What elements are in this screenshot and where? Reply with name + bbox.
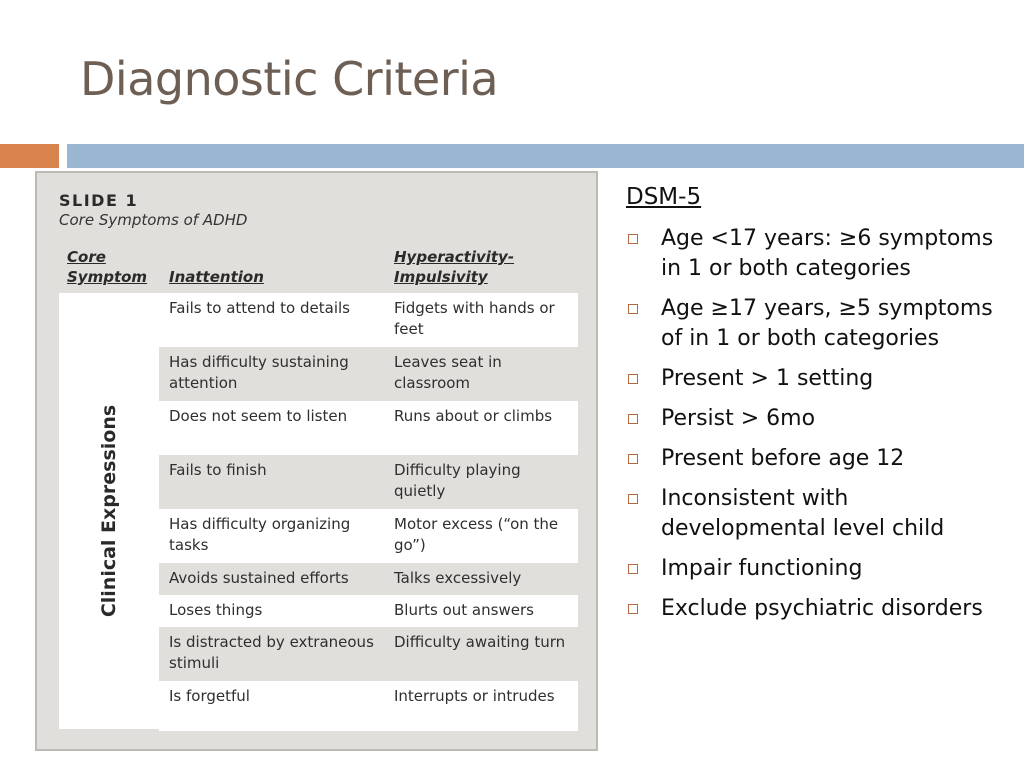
- criteria-item-text: Present before age 12: [661, 446, 905, 471]
- inattention-cell: Loses things: [169, 601, 263, 619]
- criteria-item: [626, 404, 1006, 434]
- criteria-item-text: Age ≥17 years, ≥5 symptoms of in 1 or both categories: [661, 296, 993, 351]
- hyperactivity-cell: Motor excess (“on the go”): [394, 515, 559, 554]
- inattention-cell: Has difficulty sustaining attention: [169, 353, 349, 392]
- criteria-item: [626, 554, 1006, 584]
- criteria-item-text: Age <17 years: ≥6 symptoms in 1 or both categories: [661, 226, 994, 281]
- criteria-item-text: Persist > 6mo: [661, 406, 816, 431]
- slide-title: Diagnostic Criteria: [80, 52, 499, 106]
- criteria-item: [626, 364, 1006, 394]
- criteria-item: [626, 594, 1006, 624]
- hollow-square-icon: [628, 234, 638, 244]
- hyperactivity-cell: Blurts out answers: [394, 601, 534, 619]
- column-header-core-symptom: Core Symptom: [67, 248, 148, 286]
- inattention-cell: Fails to attend to details: [169, 299, 350, 317]
- inattention-cell: Fails to finish: [169, 461, 267, 479]
- criteria-heading: DSM-5: [626, 184, 702, 210]
- inattention-cell: Is distracted by extraneous stimuli: [169, 633, 374, 672]
- hyperactivity-cell: Interrupts or intrudes: [394, 687, 555, 705]
- row-group-label-cell: [59, 293, 159, 729]
- criteria-item: [626, 294, 1006, 354]
- table-label: SLIDE 1: [59, 191, 139, 210]
- accent-bar-orange: [0, 144, 59, 168]
- table-row: [159, 509, 578, 563]
- table-header: [59, 191, 247, 229]
- table-row: [159, 455, 578, 509]
- inattention-cell: Has difficulty organizing tasks: [169, 515, 351, 554]
- hollow-square-icon: [628, 494, 638, 504]
- hollow-square-icon: [628, 454, 638, 464]
- table-subtitle: Core Symptoms of ADHD: [59, 211, 248, 229]
- criteria-item-text: Present > 1 setting: [661, 366, 874, 391]
- criteria-item: [626, 484, 1006, 544]
- hollow-square-icon: [628, 304, 638, 314]
- table-body: [159, 293, 578, 731]
- hollow-square-icon: [628, 604, 638, 614]
- hyperactivity-cell: Difficulty playing quietly: [394, 461, 521, 500]
- hyperactivity-cell: Fidgets with hands or feet: [394, 299, 555, 338]
- table-row: [159, 595, 578, 627]
- criteria-item-text: Exclude psychiatric disorders: [661, 596, 983, 621]
- criteria-item-text: Impair functioning: [661, 556, 863, 581]
- clinical-expressions-label: Clinical Expressions: [98, 404, 120, 618]
- table-row: [159, 681, 578, 731]
- hyperactivity-cell: Leaves seat in classroom: [394, 353, 502, 392]
- table-row: [159, 293, 578, 347]
- accent-bar-blue: [67, 144, 1024, 168]
- criteria-item: [626, 444, 1006, 474]
- inattention-cell: Does not seem to listen: [169, 407, 348, 425]
- adhd-symptoms-table: [35, 171, 598, 751]
- table-row: [159, 627, 578, 681]
- hyperactivity-cell: Difficulty awaiting turn: [394, 633, 566, 651]
- hyperactivity-cell: Talks excessively: [394, 569, 522, 587]
- table-row: [159, 401, 578, 455]
- inattention-cell: Is forgetful: [169, 687, 250, 705]
- table-row: [159, 347, 578, 401]
- hyperactivity-cell: Runs about or climbs: [394, 407, 553, 425]
- column-header-inattention: Inattention: [169, 268, 264, 286]
- hollow-square-icon: [628, 564, 638, 574]
- criteria-list: [626, 224, 1006, 634]
- hollow-square-icon: [628, 374, 638, 384]
- criteria-item: [626, 224, 1006, 284]
- criteria-item-text: Inconsistent with developmental level child: [661, 486, 945, 541]
- inattention-cell: Avoids sustained efforts: [169, 569, 349, 587]
- hollow-square-icon: [628, 414, 638, 424]
- column-header-hyperactivity: Hyperactivity-Impulsivity: [394, 248, 515, 286]
- table-row: [159, 563, 578, 595]
